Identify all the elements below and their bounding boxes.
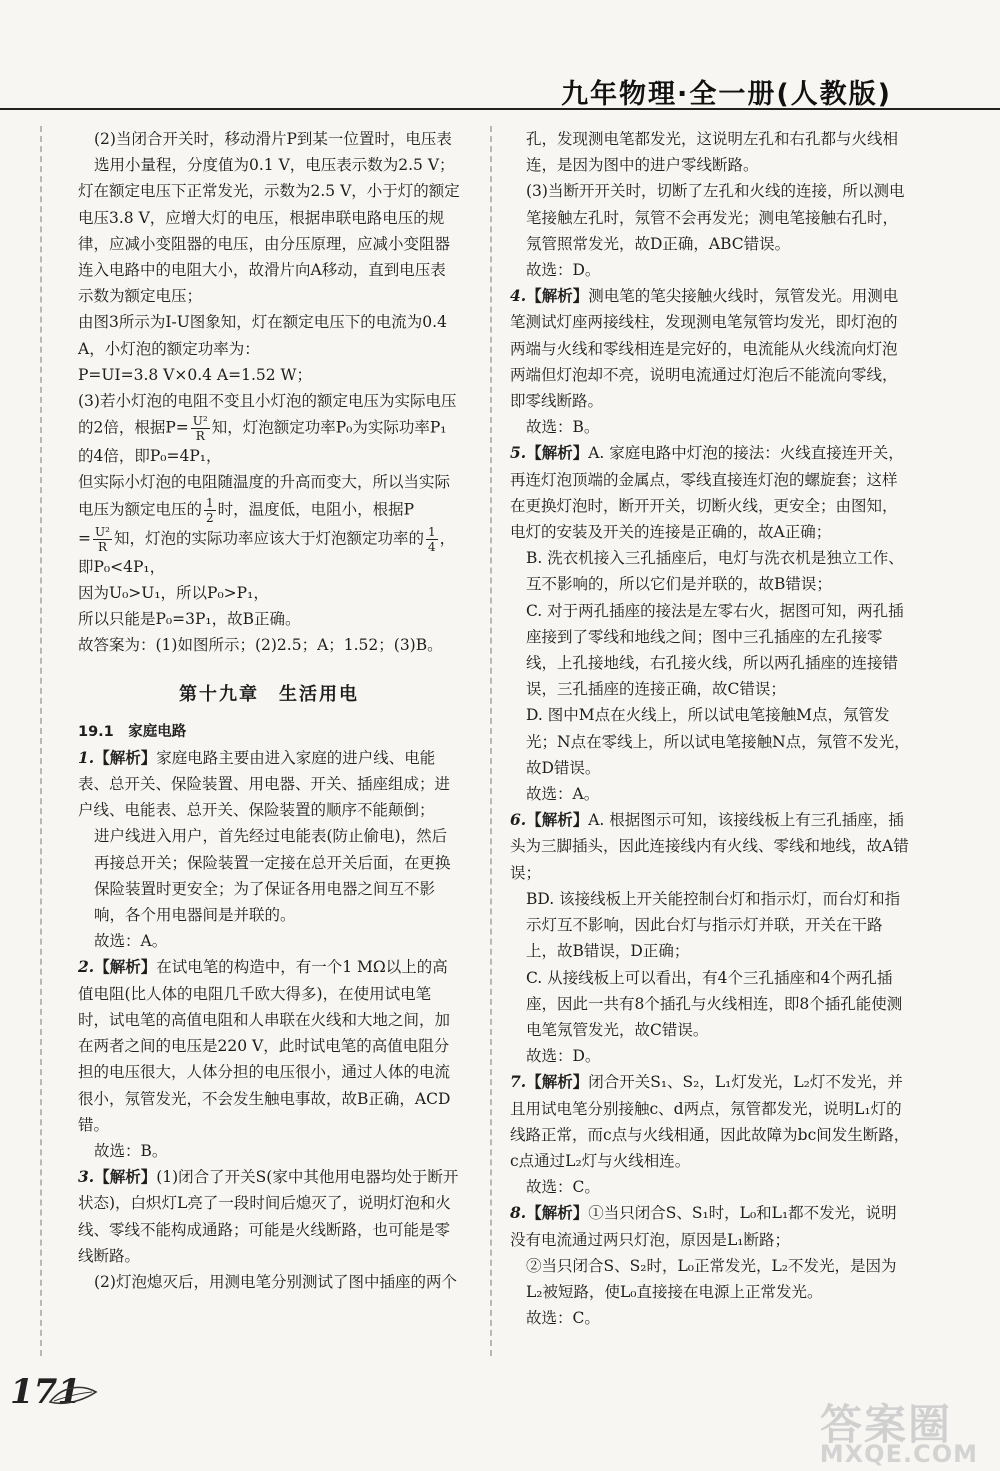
left-column (78, 126, 460, 1295)
analysis-tag: 【解析】 (526, 286, 589, 306)
paragraph: BD. 该接线板上开关能控制台灯和指示灯，而台灯和指示灯互不影响，因此台灯与指示灯并联，开关在干路上，故B错误，D正确； (526, 889, 901, 961)
answer-line: 故选：D。 (526, 1047, 601, 1066)
paragraph: (2)灯泡熄灭后，用测电笔分别测试了图中插座的两个 (94, 1272, 457, 1291)
question-7 (510, 1069, 912, 1174)
fraction (93, 525, 112, 554)
fraction (191, 414, 210, 443)
question-6 (510, 807, 912, 886)
paragraph: 孔，发现测电笔都发光，这说明左孔和右孔都与火线相连，是因为图中的进户零线断路。 (526, 130, 899, 175)
analysis-tag: 【解析】 (94, 957, 157, 977)
page-number: 171 (10, 1372, 81, 1412)
answer-line: 故选：A。 (526, 785, 600, 804)
answer-line: 故答案为：(1)如图所示；(2)2.5；A；1.52；(3)B。 (78, 636, 443, 655)
question-number: 1. (78, 747, 95, 767)
fraction-denominator: 4 (427, 539, 436, 554)
analysis-tag: 【解析】 (526, 443, 589, 463)
paragraph: D. 图中M点在火线上，所以试电笔接触M点，氖管发光；N点在零线上，所以试电笔接触N点，氖管不发光，故D错误。 (526, 706, 910, 777)
paragraph: C. 对于两孔插座的接法是左零右火，据图可知，两孔插座接到了零线和地线之间；图中三孔插座的左孔接零线，上孔接地线，右孔接火线，所以两孔插座的连接错误，三孔插座的连接正确，故C错误； (526, 601, 904, 699)
paragraph: B. 洗衣机接入三孔插座后，电灯与洗衣机是独立工作、互不影响的，所以它们是并联的，故B错误； (526, 549, 904, 594)
text-run: = (78, 529, 91, 548)
paragraph: ②当只闭合S、S₂时，L₀正常发光，L₂不发光，是因为L₂被短路，使L₀直接接在电源上正常发光。 (526, 1256, 897, 1301)
question-5 (510, 440, 912, 545)
question-text: 测电笔的笔尖接触火线时，氖管发光。用测电笔测试灯座两接线柱，发现测电笔氖管均发光，即灯泡的两端与火线和零线相连是完好的，电流能从火线流向灯泡两端但灯泡却不亮，说明电流通过灯泡后不能流向零线，即零线断路。 (510, 287, 899, 411)
fraction-numerator: U² (95, 524, 110, 539)
left-margin-rule (40, 126, 42, 1356)
fraction (426, 525, 438, 554)
column-divider (490, 126, 492, 1356)
answer-line: 故选：D。 (526, 261, 601, 280)
question-text: A. 根据图示可知，该接线板上有三孔插座，插头为三脚插头，因此连接线内有火线、零线和地线，故A错误； (510, 811, 909, 882)
question-number: 7. (510, 1072, 527, 1092)
paragraph: (2)当闭合开关时，移动滑片P到某一位置时，电压表选用小量程，分度值为0.1 V，电压表示数为2.5 V； (94, 130, 455, 175)
analysis-tag: 【解析】 (526, 1072, 589, 1092)
fraction-numerator: 1 (206, 495, 214, 510)
question-3 (78, 1164, 460, 1269)
analysis-tag: 【解析】 (526, 1203, 589, 1223)
answer-line: 故选：B。 (526, 418, 600, 437)
analysis-tag: 【解析】 (526, 810, 589, 830)
watermark-url: MXQE.COM (819, 1440, 978, 1468)
analysis-tag: 【解析】 (94, 747, 157, 767)
question-number: 2. (78, 957, 95, 977)
fraction-numerator: 1 (427, 524, 436, 539)
text-run: 时，温度低，电阻小，根据P (217, 500, 415, 519)
fraction-denominator: 2 (206, 510, 214, 525)
question-number: 6. (510, 810, 527, 830)
question-2 (78, 954, 460, 1137)
question-1 (78, 745, 460, 824)
header-title: 九年物理·全一册(人教版) (561, 79, 892, 110)
text-run: ，即P₀<4P₁， (78, 529, 456, 576)
answer-line: 故选：C。 (526, 1309, 600, 1328)
question-4 (510, 283, 912, 414)
question-number: 5. (510, 443, 527, 463)
paragraph: 因为U₀>U₁，所以P₀>P₁， (78, 583, 269, 602)
right-column (510, 126, 912, 1331)
paragraph: C. 从接线板上可以看出，有4个三孔插座和4个两孔插座，因此一共有8个插孔与火线相连，即8个插孔能使测电笔氖管发光，故C错误。 (526, 968, 903, 1039)
paragraph (78, 469, 460, 524)
paragraph: 所以只能是P₀=3P₁，故B正确。 (78, 610, 301, 629)
question-text: A. 家庭电路中灯泡的接法：火线直接连开关，再连灯泡顶端的金属点，零线直接连灯泡的螺旋套；这样在更换灯泡时，断开开关，切断火线，更安全；由图知，电灯的安装及开关的连接是正确的，故A正确； (510, 444, 904, 542)
text-run: 知，灯泡的实际功率应该大于灯泡额定功率的 (113, 529, 424, 548)
chapter-heading: 第十九章 生活用电 (179, 684, 359, 706)
paragraph: 灯在额定电压下正常发光，示数为2.5 V，小于灯的额定电压3.8 V，应增大灯的电压，根据串联电路电压的规律，应减小变阻器的电压，由分压原理，应减小变阻器连入电路中的电阻大小，故滑片向A移动，直到电压表示数为额定电压； (78, 182, 460, 306)
text-run: 但实际小灯泡的电阻随温度的升高而变大，所以当实际电压为额定电压的 (78, 473, 451, 519)
fraction-denominator: R (195, 429, 205, 444)
paragraph: 由图3所示为I-U图象知，灯在额定电压下的电流为0.4 A，小灯泡的额定功率为： (78, 313, 447, 358)
fraction-denominator: R (97, 539, 107, 554)
question-number: 3. (78, 1167, 95, 1187)
fraction (204, 496, 216, 525)
page-header (0, 0, 1000, 112)
watermark-logo: 答案圈 (819, 1400, 952, 1449)
section-heading: 19.1 家庭电路 (78, 723, 187, 740)
question-number: 4. (510, 286, 527, 306)
fraction-numerator: U² (192, 414, 208, 429)
text-run: 知，灯泡额定功率P₀为实际功率P₁的4倍，即P₀=4P₁， (78, 418, 447, 466)
paragraph: (3)当断开开关时，切断了左孔和火线的连接，所以测电笔接触左孔时，氖管不会再发光；测电笔接触右孔时，氖管照常发光，故D正确，ABC错误。 (526, 182, 905, 253)
question-text: 家庭电路主要由进入家庭的进户线、电能表、总开关、保险装置、用电器、开关、插座组成；进户线、电能表、总开关、保险装置的顺序不能颠倒； (78, 748, 451, 820)
answer-line: 故选：C。 (526, 1178, 600, 1197)
analysis-tag: 【解析】 (94, 1167, 157, 1187)
question-8 (510, 1200, 912, 1252)
answer-line: 故选：A。 (94, 932, 168, 951)
paragraph (78, 525, 460, 580)
formula: P=UI=3.8 V×0.4 A=1.52 W； (78, 365, 312, 384)
leaf-ornament-icon (48, 1380, 98, 1410)
question-text: (1)闭合了开关S(家中其他用电器均处于断开状态)，白炽灯L亮了一段时间后熄灭了，说明灯泡和火线、零线不能构成通路；可能是火线断路，也可能是零线断路。 (78, 1168, 459, 1265)
paragraph (78, 388, 460, 469)
text-run: (3)若小灯泡的电阻不变且小灯泡的额定电压为实际电压的2倍，根据P= (78, 392, 457, 437)
question-text: ①当只闭合S、S₁时，L₀和L₁都不发光，说明没有电流通过两只灯泡，原因是L₁断路； (510, 1204, 897, 1249)
question-text: 闭合开关S₁、S₂，L₁灯发光，L₂灯不发光，并且用试电笔分别接触c、d两点，氖管都发光，说明L₁灯的线路正常，而c点与火线相通，因此故障为bc间发生断路，c点通过L₂灯与火线相连。 (510, 1073, 910, 1170)
header-rule (0, 108, 1000, 110)
question-text: 在试电笔的构造中，有一个1 MΩ以上的高值电阻(比人体的电阻几千欧大得多)，在使用试电笔时，试电笔的高值电阻和人串联在火线和大地之间，加在两者之间的电压是220 V，此时试电笔的高值电阻分担的电压很大，人体分担的电压很小，通过人体的电流很小，氖管发光，不会发生触电事故，故B正确，ACD错。 (78, 958, 451, 1134)
question-number: 8. (510, 1203, 527, 1223)
answer-line: 故选：B。 (94, 1141, 168, 1160)
paragraph: 进户线进入用户，首先经过电能表(防止偷电)，然后再接总开关；保险装置一定接在总开关后面，在更换保险装置时更安全；为了保证各用电器之间互不影响，各个用电器间是并联的。 (94, 827, 451, 925)
